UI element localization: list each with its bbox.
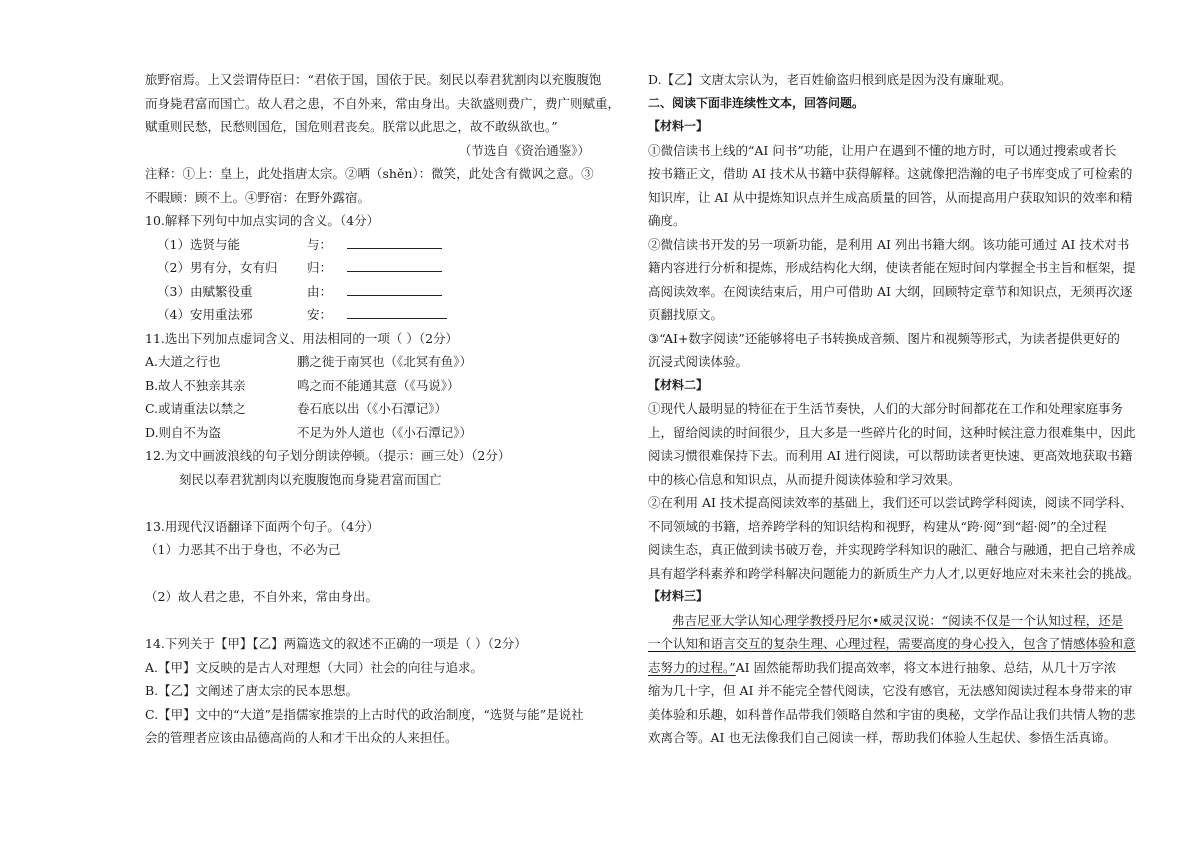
question-13-sentence-2: （2）故人君之患，不自外来，常由身出。: [145, 589, 378, 604]
material-3-line: 缩为几十字，但 AI 并不能完全替代阅读，它没有感官，无法感知阅读过程本身带来的审: [648, 683, 1133, 698]
item-label: （2）男有分，女有归: [157, 260, 278, 275]
question-14-option-c-cont: 会的管理者应该由品德高尚的人和才干出众的人来担任。: [145, 730, 458, 745]
question-14-title: 14.下列关于【甲】【乙】两篇选文的叙述不正确的一项是（ ）（2分）: [145, 636, 527, 651]
material-1-line: 确度。: [648, 213, 686, 228]
question-10-item: [145, 256, 600, 280]
question-11-option: [145, 397, 600, 421]
question-13-sentence-1: （1）力恶其不出于身也，不必为己: [145, 542, 341, 557]
material-2-line: 不同领域的书籍，培养跨学科的知识结构和视野，构建从“跨·阅”到“超·阅”的全过程: [648, 518, 1107, 534]
question-12-title: 12.为文中画波浪线的句子划分朗读停顿。（提示：画三处）（2分）: [145, 448, 511, 463]
notes-line: 注释：①上：皇上，此处指唐太宗。②哂（shěn）：微笑，此处含有微讽之意。③: [145, 166, 594, 181]
question-10-item: [145, 280, 600, 304]
material-3-line: 美体验和乐趣，如科普作品带我们领略自然和宇宙的奥秘，文学作品让我们共情人物的悲: [648, 706, 1136, 722]
material-2-line: 阅读习惯很难保持下去。而利用 AI 进行阅读，可以帮助读者更快速、更高效地获取书籍: [648, 448, 1133, 463]
material-2-line: 上，留给阅读的时间很少，且大多是一些碎片化的时间，这种时候注意力很难集中，因此: [648, 424, 1136, 440]
material-1-line: ②微信读书开发的另一项新功能，是利用 AI 列出书籍大纲。该功能可通过 AI 技术对书: [648, 236, 1130, 252]
section-title: 二、阅读下面非连续性文本，回答问题。: [648, 95, 865, 110]
answer-blank[interactable]: [347, 303, 447, 319]
material-3-line: [648, 656, 1133, 680]
material-1-title: 【材料一】: [648, 119, 709, 133]
right-column: [648, 68, 1140, 750]
material-2-line: ②在利用 AI 技术提高阅读效率的基础上，我们还可以尝试跨学科阅读，阅读不同学科、: [648, 495, 1133, 510]
material-2-line: 阅读生态，真正做到读书破万卷，并实现跨学科知识的融汇、融合与融通，把自己培养成: [648, 542, 1136, 557]
answer-space: [145, 491, 600, 515]
question-14-option-d: D.【乙】文唐太宗认为，老百姓偷盗归根到底是因为没有廉耻观。: [648, 72, 1012, 87]
option-part-a: D.则自不为盗: [145, 424, 222, 440]
material-3-line: [648, 609, 1133, 633]
material-2-line: ①现代人最明显的特征在于生活节奏快，人们的大部分时间都花在工作和处理家庭事务: [648, 401, 1124, 416]
question-14-option-b: B.【乙】文阐述了唐太宗的民本思想。: [145, 683, 359, 698]
underlined-quote: 弗吉尼亚大学认知心理学教授丹尼尔•威灵汉说：“阅读不仅是一个认知过程，还是: [672, 612, 1124, 628]
answer-space: [145, 562, 600, 586]
material-1-line: 页翻找原文。: [648, 307, 724, 322]
material-1-line: 籍内容进行分析和提炼，形成结构化大纲，使读者能在短时间内掌握全书主旨和框架，提: [648, 260, 1136, 275]
question-11-option: [145, 374, 600, 398]
item-key: 归：: [307, 260, 333, 275]
option-part-a: A.大道之行也: [145, 354, 221, 369]
passage-source: （节选自《资治通鉴》）: [458, 142, 590, 158]
question-11-option: [145, 350, 600, 374]
question-11-title: 11.选出下列加点虚词含义、用法相同的一项（ ）（2分）: [145, 330, 459, 346]
left-column: [145, 68, 621, 750]
answer-blank[interactable]: [347, 256, 442, 272]
item-label: （1）选贤与能: [157, 236, 240, 252]
question-14-option-c: C.【甲】文中的“大道”是指儒家推崇的上古时代的政治制度，“选贤与能”是说社: [145, 706, 584, 722]
material-3-title: 【材料三】: [648, 589, 709, 603]
answer-blank[interactable]: [347, 280, 442, 296]
material-3-line: [648, 632, 1136, 656]
option-part-b: 不足为外人道也（《小石潭记》）: [297, 424, 473, 440]
item-key: 由：: [307, 283, 333, 299]
item-key: 与：: [307, 236, 333, 252]
question-10-item: [145, 233, 600, 257]
passage-line: 赋重则民愁，民愁则国危，国危则君丧矣。朕常以此思之，故不敢纵欲也。”: [145, 119, 558, 134]
notes-line: 不暇顾：顾不上。④野宿：在野外露宿。: [145, 189, 371, 205]
material-1-line: 沉浸式阅读体验。: [648, 354, 749, 369]
passage-line: 旅野宿焉。上又尝谓侍臣曰：“君依于国，国依于民。刻民以奉君犹割肉以充腹腹饱: [145, 72, 602, 87]
material-1-line: ③“AI+数字阅读”还能够将电子书转换成音频、图片和视频等形式，为读者提供更好的: [648, 330, 1120, 346]
question-10-title: 10.解释下列句中加点实词的含义。（4分）: [145, 213, 380, 228]
question-14-option-a: A.【甲】文反映的是古人对理想（大同）社会的向往与追求。: [145, 659, 484, 675]
underlined-quote: 一个认知和语言交互的复杂生理、心理过程，需要高度的身心投入，包含了情感体验和意: [648, 636, 1136, 651]
material-2-line: 中的核心信息和知识点，从而提升阅读体验和学习效果。: [648, 471, 961, 487]
question-13-title: 13.用现代汉语翻译下面两个句子。（4分）: [145, 518, 380, 534]
question-10-item: [145, 303, 600, 327]
underlined-quote: 志努力的过程。”: [648, 659, 736, 675]
option-part-b: 鹏之徙于南冥也（《北冥有鱼》）: [297, 354, 473, 369]
answer-space: [145, 609, 600, 633]
material-3-line: 欢离合等。AI 也无法像我们自己阅读一样，帮助我们体验人生起伏、参悟生活真谛。: [648, 730, 1116, 745]
material-3-text: AI 固然能帮助我们提高效率，将文本进行抽象、总结，从几十万字浓: [735, 659, 1117, 675]
item-label: （4）安用重法邪: [157, 307, 253, 322]
material-2-title: 【材料二】: [648, 377, 709, 392]
question-11-option: [145, 421, 600, 445]
material-2-line: 具有超学科素养和跨学科解决问题能力的新质生产力人才,以更好地应对未来社会的挑战。: [648, 565, 1140, 581]
option-part-b: 卷石底以出（《小石潭记》）: [297, 401, 448, 416]
material-1-line: 高阅读效率。在阅读结束后，用户可借助 AI 大纲，回顾特定章节和知识点，无须再次逐: [648, 283, 1133, 299]
material-1-line: 按书籍正文，借助 AI 技术从书籍中获得解释。这就像把浩瀚的电子书库变成了可检索的: [648, 166, 1133, 181]
option-part-a: B.故人不独亲其亲: [145, 377, 246, 393]
material-1-line: ①微信读书上线的“AI 问书”功能，让用户在遇到不懂的地方时，可以通过搜索或者长: [648, 142, 1117, 158]
item-label: （3）由赋繁役重: [157, 283, 253, 299]
option-part-a: C.或请重法以禁之: [145, 401, 246, 416]
question-12-sentence: 刻民以奉君犹割肉以充腹腹饱而身毙君富而国亡: [179, 471, 442, 487]
option-part-b: 鸣之而不能通其意（《马说》）: [297, 377, 460, 393]
answer-blank[interactable]: [347, 233, 442, 249]
item-key: 安：: [307, 307, 333, 322]
passage-line: 而身毙君富而国亡。故人君之患，不自外来，常由身出。夫欲盛则费广，费广则赋重，: [145, 95, 621, 111]
material-1-line: 知识库，让 AI 从中提炼知识点并生成高质量的回答，从而提高用户获取知识的效率和精: [648, 189, 1133, 205]
